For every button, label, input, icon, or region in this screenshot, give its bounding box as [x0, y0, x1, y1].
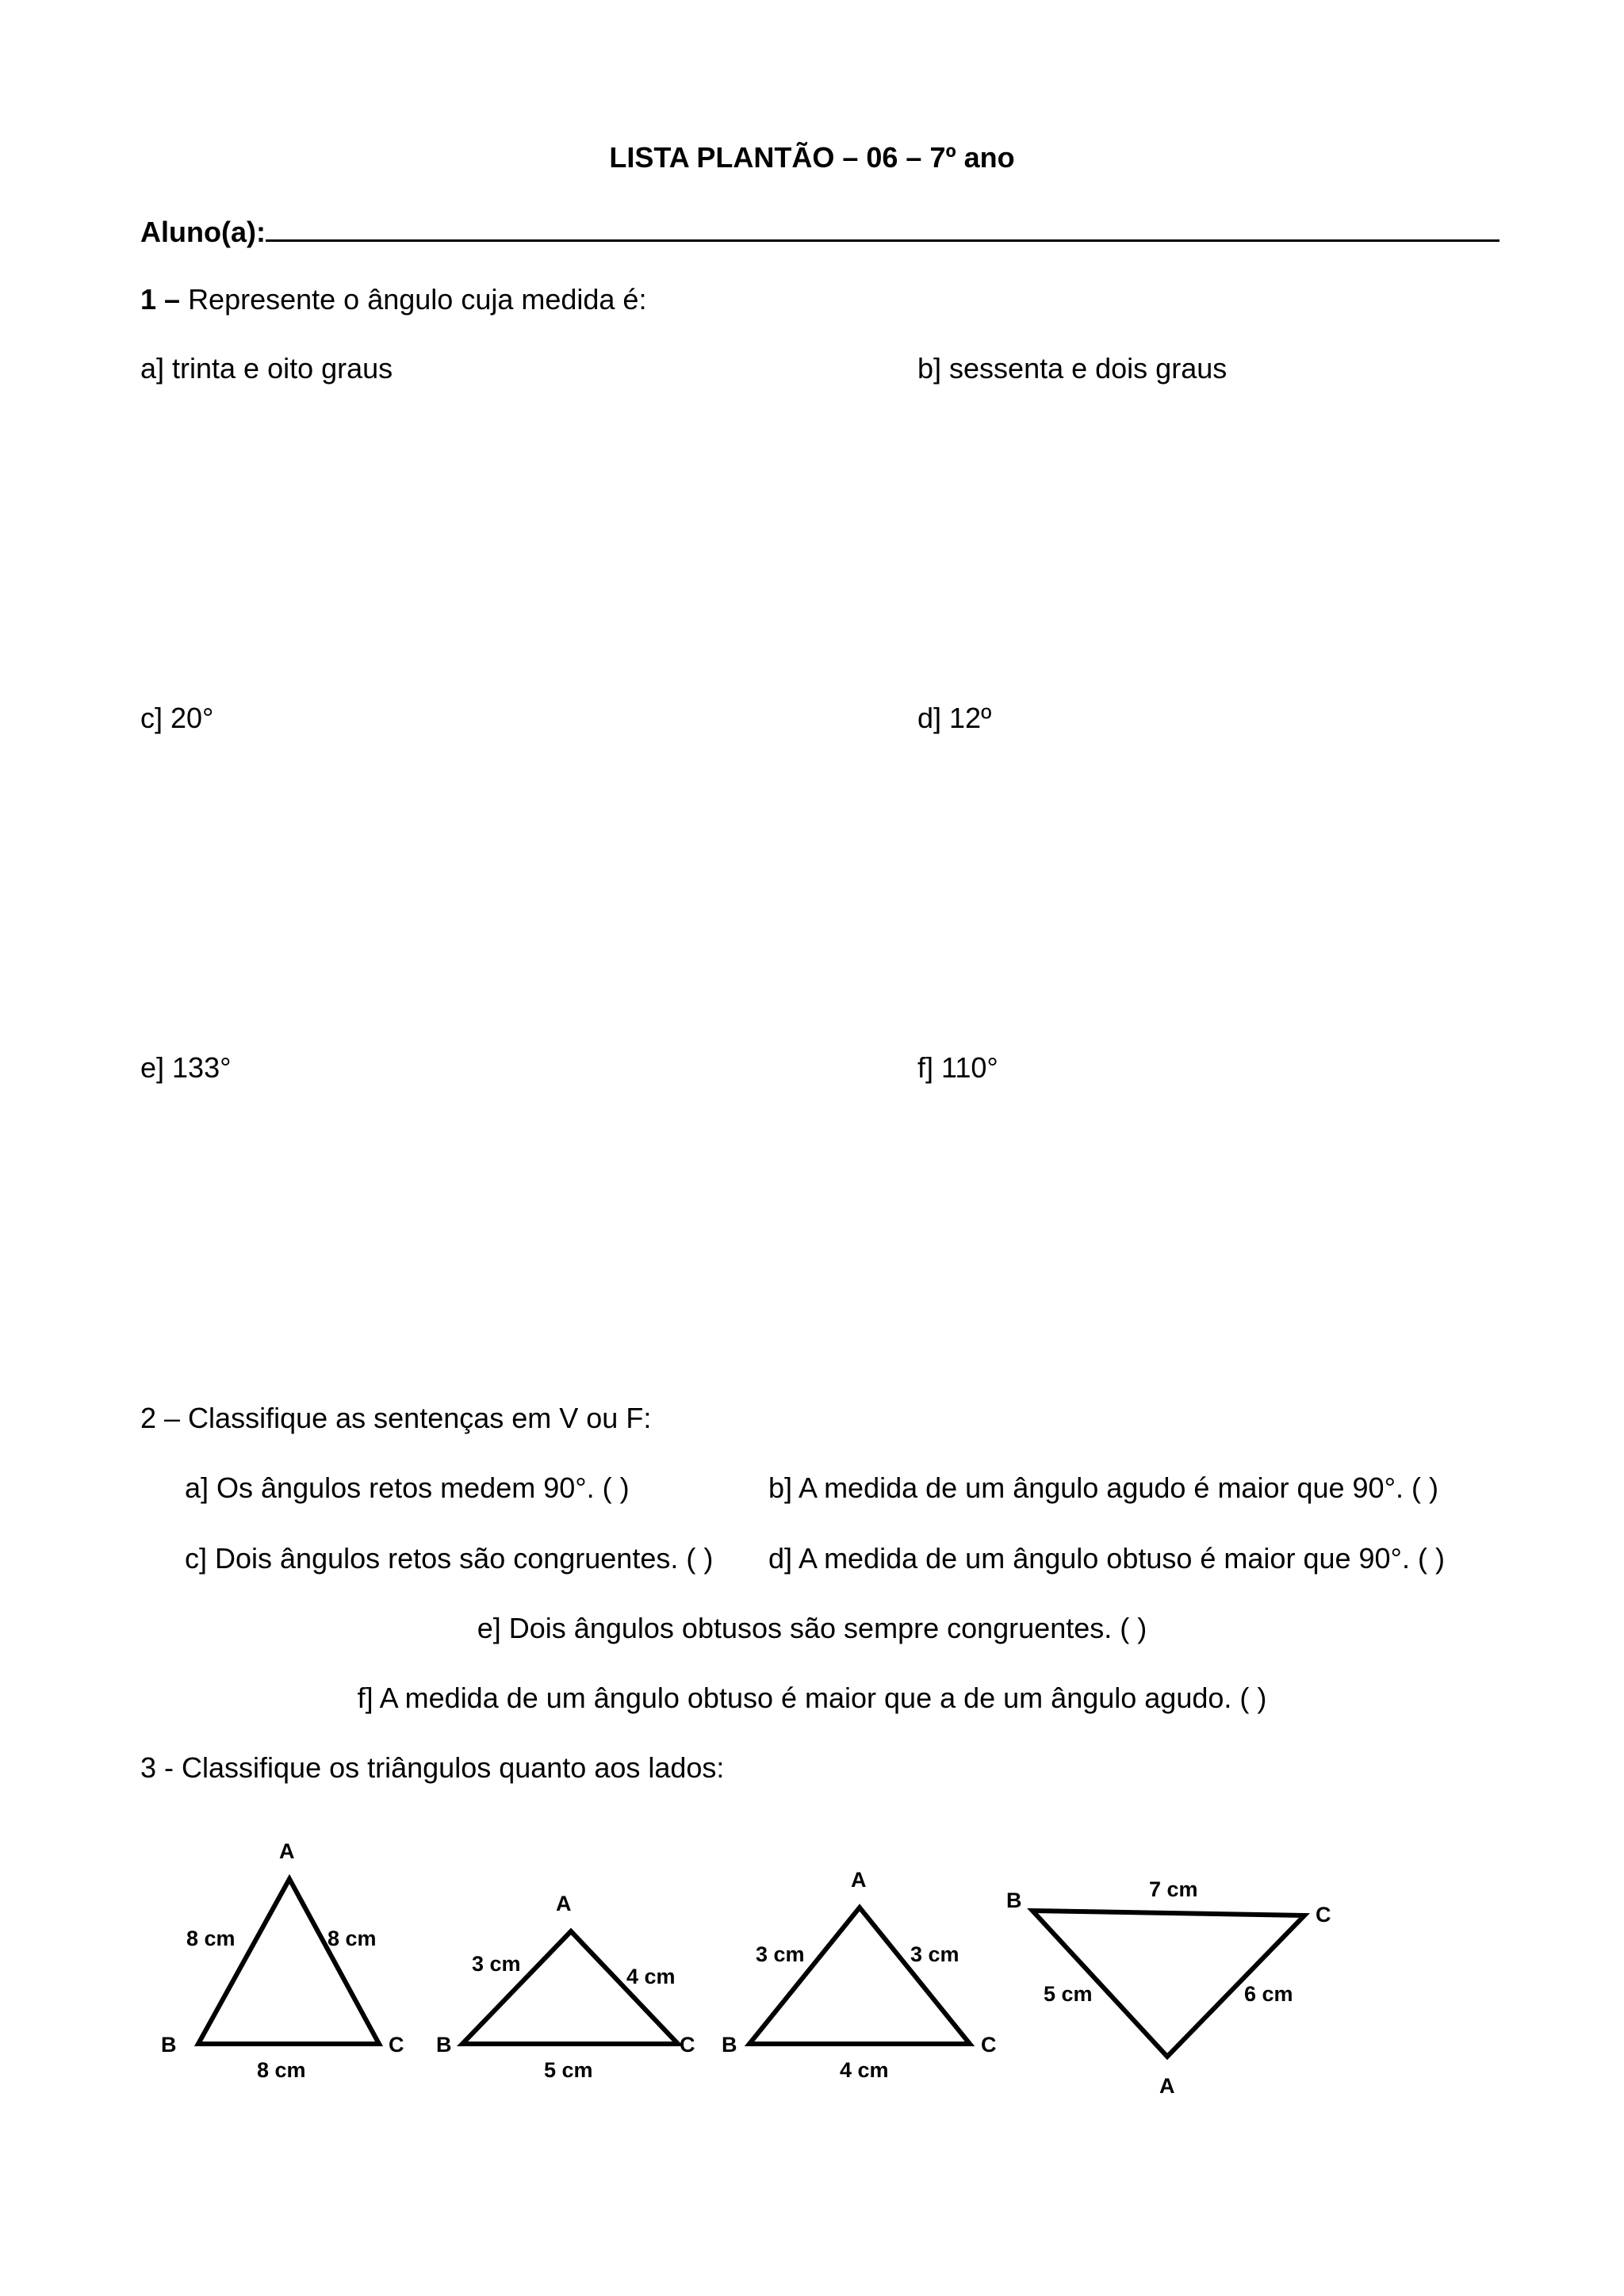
q1-item-f: f] 110°	[917, 1051, 998, 1084]
q2-item-a: a] Os ângulos retos medem 90°. ( )	[185, 1471, 630, 1504]
q2-item-e: e] Dois ângulos obtusos são sempre congruentes. ( )	[477, 1612, 1147, 1644]
q1-item-a: a] trinta e oito graus	[140, 352, 393, 385]
triangle-3-side-ab: 3 cm	[756, 1942, 805, 1966]
triangle-1-vertex-a: A	[279, 1839, 295, 1863]
triangle-2-vertex-b: B	[436, 2033, 452, 2057]
q1-item-c: c] 20°	[140, 702, 214, 734]
triangle-1-vertex-c: C	[389, 2033, 404, 2057]
triangle-4-side-ab: 5 cm	[1044, 1982, 1093, 2006]
triangle-3	[722, 1868, 997, 2082]
triangle-3-vertex-c: C	[981, 2033, 997, 2057]
triangle-4	[1006, 1877, 1331, 2098]
q1-item-e: e] 133°	[140, 1051, 232, 1084]
q2-item-f: f] A medida de um ângulo obtuso é maior que a de um ângulo agudo. ( )	[357, 1682, 1267, 1714]
triangle-2	[436, 1892, 695, 2082]
triangle-4-vertex-c: C	[1316, 1903, 1331, 1927]
triangle-3-vertex-a: A	[851, 1868, 867, 1892]
triangle-2-vertex-c: C	[680, 2033, 695, 2057]
triangle-3-side-bc: 4 cm	[840, 2058, 889, 2082]
triangle-3-shape	[749, 1908, 970, 2044]
q2-prompt: 2 – Classifique as sentenças em V ou F:	[140, 1402, 652, 1434]
triangle-1-side-ab: 8 cm	[186, 1927, 236, 1950]
q1-item-d: d] 12º	[917, 702, 992, 734]
student-label: Aluno(a):	[140, 216, 266, 248]
q1-item-b: b] sessenta e dois graus	[917, 352, 1228, 385]
triangle-1-side-bc: 8 cm	[257, 2058, 306, 2082]
triangle-3-vertex-b: B	[722, 2033, 737, 2057]
q3-prompt: 3 - Classifique os triângulos quanto aos lados:	[140, 1751, 725, 1784]
triangle-3-side-ac: 3 cm	[910, 1942, 959, 1966]
triangle-1-vertex-b: B	[161, 2033, 177, 2057]
triangle-1-shape	[198, 1879, 379, 2044]
q2-item-b: b] A medida de um ângulo agudo é maior que 90°. ( )	[768, 1471, 1438, 1504]
triangle-2-side-bc: 5 cm	[544, 2058, 593, 2082]
triangle-2-vertex-a: A	[556, 1892, 572, 1915]
page-title: LISTA PLANTÃO – 06 – 7º ano	[609, 141, 1015, 174]
triangle-1	[161, 1839, 404, 2082]
triangle-4-vertex-a: A	[1159, 2074, 1175, 2098]
q1-number: 1 –	[140, 283, 181, 316]
triangle-4-side-bc: 7 cm	[1149, 1877, 1198, 1901]
triangle-4-vertex-b: B	[1006, 1888, 1022, 1912]
q2-item-d: d] A medida de um ângulo obtuso é maior que 90°. ( )	[768, 1542, 1445, 1575]
triangle-2-side-ab: 3 cm	[472, 1952, 521, 1976]
triangle-2-side-ac: 4 cm	[626, 1965, 676, 1988]
q1-prompt: Represente o ângulo cuja medida é:	[188, 283, 647, 316]
q2-item-c: c] Dois ângulos retos são congruentes. ( )	[185, 1542, 714, 1575]
triangle-1-side-ac: 8 cm	[327, 1927, 377, 1950]
triangle-4-side-ac: 6 cm	[1244, 1982, 1293, 2006]
